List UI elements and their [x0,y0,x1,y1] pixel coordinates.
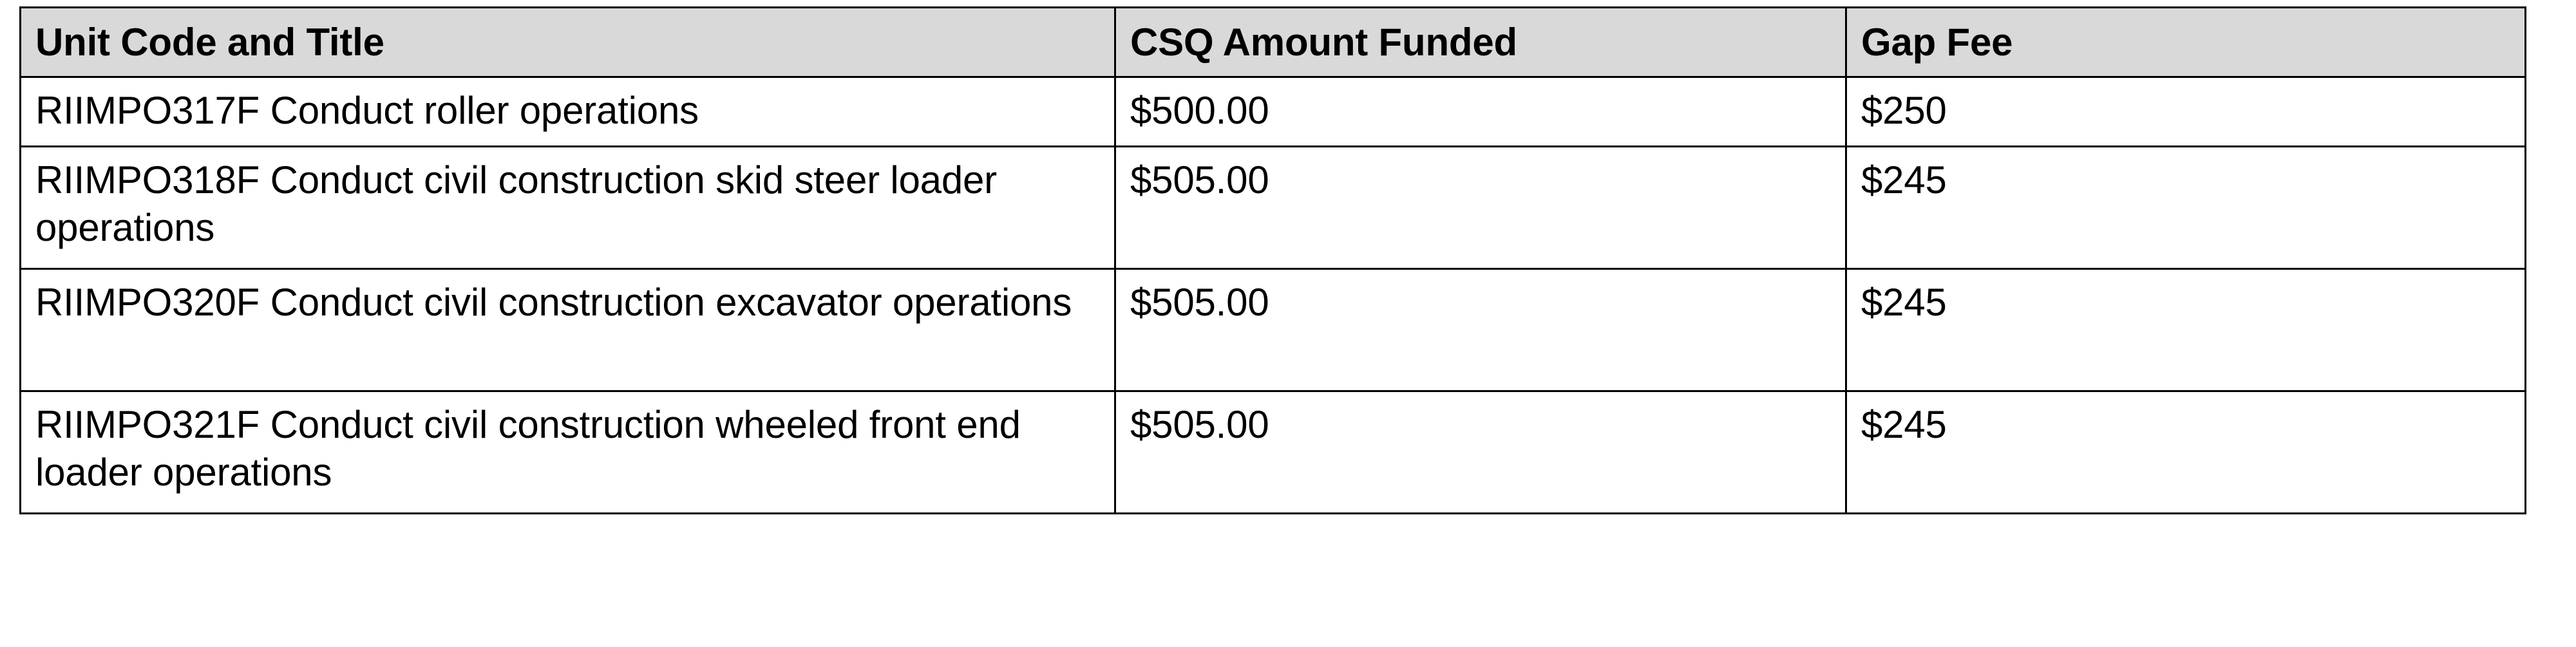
cell-gap-fee: $245 [1846,147,2526,269]
cell-csq-amount-funded: $505.00 [1115,147,1846,269]
table-row [21,269,2526,391]
cell-csq-amount-funded: $505.00 [1115,269,1846,391]
column-header-gap-fee: Gap Fee [1846,8,2526,77]
cell-unit-code-and-title: RIIMPO318F Conduct civil construction skid steer loader operations [21,147,1115,269]
cell-unit-code-and-title: RIIMPO320F Conduct civil construction excavator operations [21,269,1115,391]
cell-gap-fee: $245 [1846,269,2526,391]
cell-unit-code-and-title: RIIMPO321F Conduct civil construction wheeled front end loader operations [21,391,1115,514]
table-row [21,77,2526,147]
cell-gap-fee: $245 [1846,391,2526,514]
column-header-unit-code-and-title: Unit Code and Title [21,8,1115,77]
cell-gap-fee: $250 [1846,77,2526,147]
table-header [21,8,2526,77]
cell-unit-code-and-title: RIIMPO317F Conduct roller operations [21,77,1115,147]
table-row [21,147,2526,269]
cell-csq-amount-funded: $500.00 [1115,77,1846,147]
table-header-row [21,8,2526,77]
table-row [21,391,2526,514]
column-header-csq-amount-funded: CSQ Amount Funded [1115,8,1846,77]
csq-funding-gap-fee-table [19,6,2526,514]
cell-csq-amount-funded: $505.00 [1115,391,1846,514]
table-body [21,77,2526,514]
